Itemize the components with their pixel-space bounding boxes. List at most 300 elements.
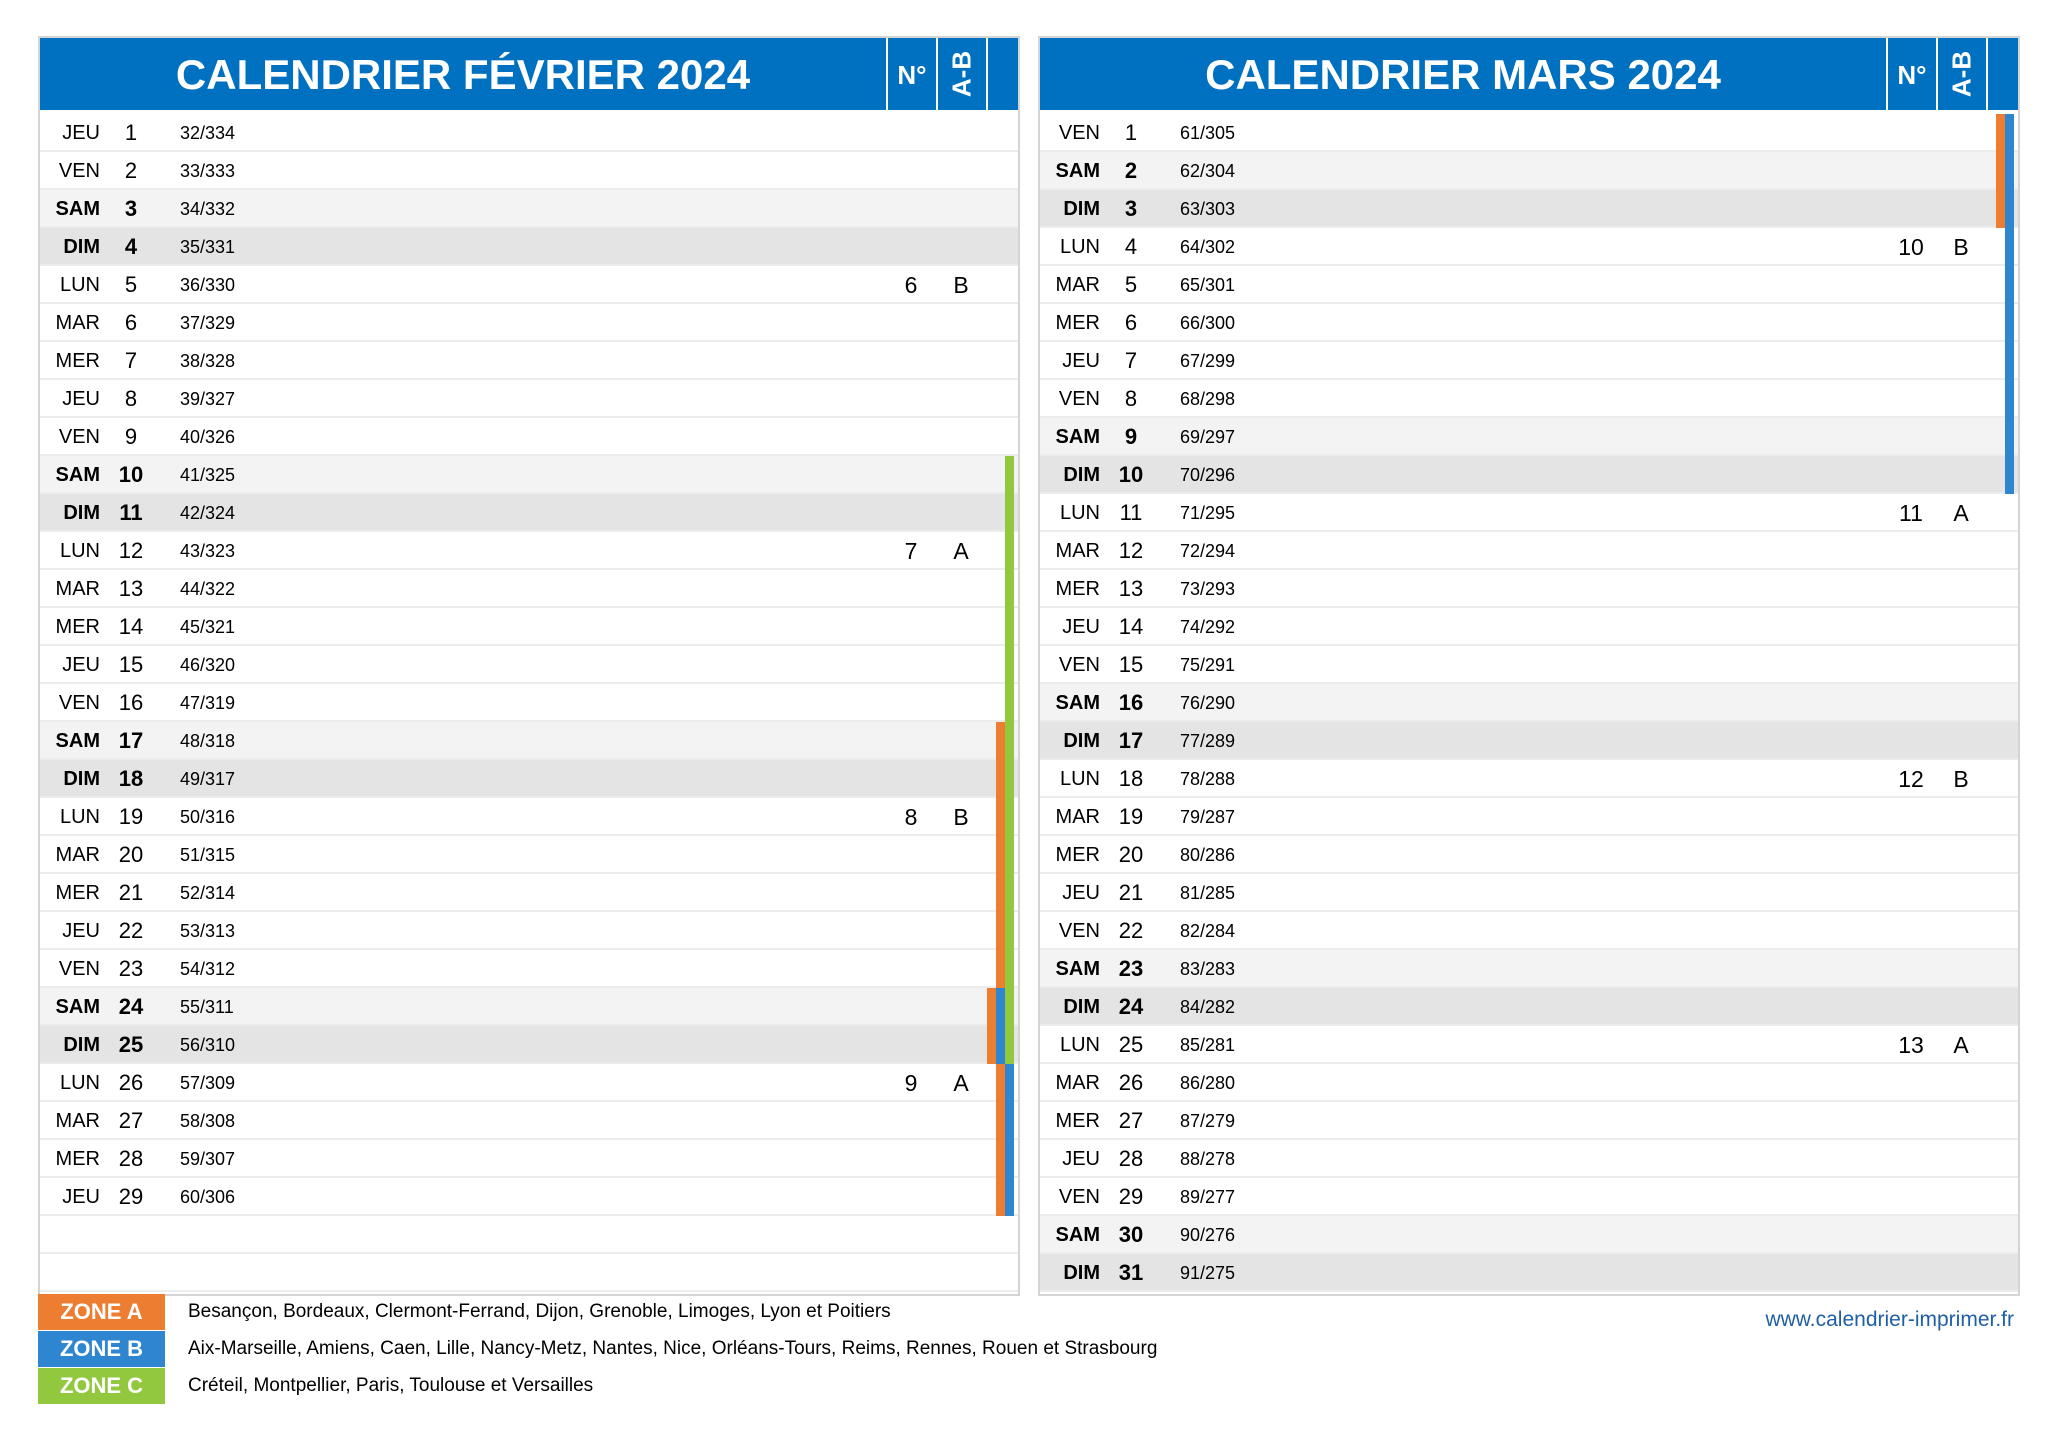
day-of-year: 41/325	[180, 465, 236, 485]
day-of-year: 62/304	[1180, 161, 1236, 181]
day-of-year: 83/283	[1180, 959, 1236, 979]
zone-b-holiday-bar	[996, 1026, 1005, 1064]
day-name: LUN	[1059, 236, 1100, 258]
week-ab-header	[936, 38, 986, 110]
day-number: 2	[1124, 158, 1138, 183]
day-number: 6	[124, 310, 138, 335]
day-row	[1040, 494, 2018, 532]
day-of-year: 87/279	[1180, 1111, 1236, 1131]
zone-a-cities: Besançon, Bordeaux, Clermont-Ferrand, Dijon, Grenoble, Limoges, Lyon et Poitiers	[188, 1301, 891, 1322]
week-number: 10	[1898, 234, 1924, 260]
day-of-year: 76/290	[1180, 693, 1236, 713]
day-name: JEU	[62, 388, 100, 410]
zone-b-holiday-bar	[2005, 418, 2014, 456]
day-number: 13	[1118, 576, 1144, 601]
day-row	[40, 152, 1018, 190]
zone-c-holiday-bar	[1005, 722, 1014, 760]
day-of-year: 53/313	[180, 921, 236, 941]
calendar-february	[38, 36, 1020, 1296]
day-name: DIM	[63, 236, 100, 258]
day-name: MER	[1055, 312, 1100, 334]
day-row	[1040, 988, 2018, 1026]
week-ab-header-label: A-B	[946, 50, 977, 98]
day-row	[1040, 760, 2018, 798]
day-of-year: 77/289	[1180, 731, 1236, 751]
day-name: JEU	[62, 122, 100, 144]
day-number: 7	[124, 348, 138, 373]
day-of-year: 75/291	[1180, 655, 1236, 675]
day-number: 22	[118, 918, 144, 943]
zone-c-holiday-bar	[1005, 608, 1014, 646]
day-number: 5	[124, 272, 138, 297]
day-number: 21	[1118, 880, 1144, 905]
zone-b-holiday-bar	[2005, 152, 2014, 190]
day-row	[40, 798, 1018, 836]
day-name: DIM	[1063, 1262, 1100, 1284]
week-ab: B	[953, 804, 969, 830]
day-of-year: 43/323	[180, 541, 236, 561]
day-row	[1040, 608, 2018, 646]
day-of-year: 84/282	[1180, 997, 1236, 1017]
zone-b-holiday-bar	[2005, 456, 2014, 494]
calendar-title: CALENDRIER MARS 2024	[1205, 51, 1721, 98]
day-of-year: 82/284	[1180, 921, 1236, 941]
day-of-year: 42/324	[180, 503, 236, 523]
day-row	[40, 1178, 1018, 1216]
day-row	[40, 380, 1018, 418]
day-number: 26	[1118, 1070, 1144, 1095]
day-name: MER	[55, 1148, 100, 1170]
day-name: MAR	[55, 312, 100, 334]
day-number: 31	[1118, 1260, 1144, 1285]
day-name: SAM	[1055, 160, 1100, 182]
zone-b-holiday-bar	[2005, 342, 2014, 380]
zone-a-holiday-bar	[1996, 190, 2005, 228]
day-number: 4	[1124, 234, 1138, 259]
calendar-header	[40, 38, 1018, 114]
day-number: 29	[118, 1184, 144, 1209]
zone-a-holiday-bar	[996, 1064, 1005, 1102]
day-number: 2	[124, 158, 138, 183]
day-number: 15	[1118, 652, 1144, 677]
day-row	[40, 912, 1018, 950]
zone-b-holiday-bar	[1005, 1064, 1014, 1102]
zone-a-holiday-bar	[996, 874, 1005, 912]
week-ab: A	[953, 538, 969, 564]
day-name: MAR	[55, 844, 100, 866]
zone-c-holiday-bar	[1005, 684, 1014, 722]
calendar-march	[1038, 36, 2020, 1296]
day-of-year: 38/328	[180, 351, 236, 371]
day-number: 12	[118, 538, 144, 563]
day-of-year: 55/311	[180, 997, 234, 1017]
day-row	[1040, 798, 2018, 836]
day-row	[1040, 152, 2018, 190]
day-of-year: 69/297	[1180, 427, 1236, 447]
zone-c-holiday-bar	[1005, 456, 1014, 494]
day-of-year: 64/302	[1180, 237, 1236, 257]
day-name: VEN	[1058, 920, 1100, 942]
day-number: 11	[1119, 500, 1143, 525]
day-name: VEN	[58, 426, 100, 448]
day-of-year: 91/275	[1180, 1263, 1236, 1283]
zone-c-holiday-bar	[1005, 836, 1014, 874]
day-row	[1040, 1064, 2018, 1102]
day-name: SAM	[55, 464, 100, 486]
week-ab: A	[1953, 1032, 1969, 1058]
day-number: 23	[1118, 956, 1144, 981]
day-of-year: 50/316	[180, 807, 236, 827]
day-of-year: 33/333	[180, 161, 236, 181]
day-name: VEN	[58, 160, 100, 182]
zone-b-holiday-bar	[1005, 1140, 1014, 1178]
day-number: 25	[118, 1032, 144, 1057]
day-of-year: 73/293	[1180, 579, 1236, 599]
day-name: MAR	[55, 1110, 100, 1132]
day-row	[40, 874, 1018, 912]
week-number: 8	[904, 804, 918, 830]
day-row	[1040, 874, 2018, 912]
day-number: 27	[1118, 1108, 1144, 1133]
zone-b-holiday-bar	[2005, 114, 2014, 152]
day-name: SAM	[1055, 426, 1100, 448]
day-number: 1	[1124, 120, 1138, 145]
day-name: MAR	[55, 578, 100, 600]
day-number: 20	[118, 842, 144, 867]
day-number: 30	[1118, 1222, 1144, 1247]
zone-c-holiday-bar	[1005, 532, 1014, 570]
day-name: LUN	[59, 1072, 100, 1094]
day-number: 8	[124, 386, 138, 411]
day-of-year: 86/280	[1180, 1073, 1236, 1093]
zone-c-holiday-bar	[1005, 646, 1014, 684]
week-ab: B	[1953, 234, 1969, 260]
day-of-year: 79/287	[1180, 807, 1236, 827]
day-row	[1040, 646, 2018, 684]
day-number: 8	[1124, 386, 1138, 411]
day-row	[1040, 684, 2018, 722]
day-of-year: 54/312	[180, 959, 236, 979]
day-number: 25	[1118, 1032, 1144, 1057]
week-ab: A	[953, 1070, 969, 1096]
zone-a-holiday-bar	[996, 798, 1005, 836]
website-link[interactable]: www.calendrier-imprimer.fr	[1765, 1308, 2014, 1331]
day-number: 20	[1118, 842, 1144, 867]
day-name: VEN	[1058, 122, 1100, 144]
day-name: SAM	[55, 198, 100, 220]
day-number: 17	[1118, 728, 1144, 753]
day-row	[1040, 836, 2018, 874]
week-ab: B	[1953, 766, 1969, 792]
week-number: 11	[1899, 500, 1923, 526]
day-row	[1040, 1102, 2018, 1140]
day-name: SAM	[1055, 1224, 1100, 1246]
zone-c-holiday-bar	[1005, 494, 1014, 532]
day-of-year: 35/331	[180, 237, 236, 257]
day-name: LUN	[59, 806, 100, 828]
day-rows	[1040, 114, 2018, 1292]
day-row	[40, 1140, 1018, 1178]
day-number: 4	[124, 234, 138, 259]
day-name: MAR	[1055, 274, 1100, 296]
day-name: VEN	[58, 958, 100, 980]
day-of-year: 88/278	[1180, 1149, 1236, 1169]
day-row	[40, 1216, 1018, 1254]
day-number: 26	[118, 1070, 144, 1095]
day-row	[1040, 456, 2018, 494]
day-row	[1040, 342, 2018, 380]
day-of-year: 65/301	[1180, 275, 1236, 295]
day-of-year: 59/307	[180, 1149, 236, 1169]
zone-b-holiday-bar	[1005, 1102, 1014, 1140]
day-number: 19	[1118, 804, 1144, 829]
zone-c-holiday-bar	[1005, 570, 1014, 608]
day-name: MAR	[1055, 1072, 1100, 1094]
day-row	[40, 722, 1018, 760]
day-number: 24	[1118, 994, 1144, 1019]
day-row	[40, 190, 1018, 228]
zone-b-holiday-bar	[1005, 1178, 1014, 1216]
day-of-year: 36/330	[180, 275, 236, 295]
zone-a-holiday-bar	[996, 1178, 1005, 1216]
zone-c-badge: ZONE C	[38, 1368, 165, 1404]
day-number: 27	[118, 1108, 144, 1133]
day-number: 1	[124, 120, 138, 145]
day-row	[1040, 1178, 2018, 1216]
day-of-year: 52/314	[180, 883, 236, 903]
day-row	[1040, 190, 2018, 228]
day-name: LUN	[1059, 502, 1100, 524]
day-row	[40, 646, 1018, 684]
day-row	[40, 950, 1018, 988]
day-row	[40, 1254, 1018, 1292]
day-of-year: 51/315	[180, 845, 236, 865]
day-row	[1040, 418, 2018, 456]
zone-c-holiday-bar	[1005, 988, 1014, 1026]
day-of-year: 68/298	[1180, 389, 1236, 409]
week-ab-header	[1936, 38, 1986, 110]
day-name: DIM	[1063, 198, 1100, 220]
day-row	[40, 228, 1018, 266]
day-number: 28	[118, 1146, 144, 1171]
day-name: JEU	[62, 920, 100, 942]
zone-a-holiday-bar	[987, 1026, 996, 1064]
zone-c-holiday-bar	[1005, 760, 1014, 798]
day-row	[1040, 380, 2018, 418]
day-number: 18	[1118, 766, 1144, 791]
zone-a-holiday-bar	[987, 988, 996, 1026]
day-row	[40, 342, 1018, 380]
day-of-year: 72/294	[1180, 541, 1236, 561]
day-name: MAR	[1055, 540, 1100, 562]
day-row	[1040, 722, 2018, 760]
day-row	[40, 532, 1018, 570]
day-of-year: 57/309	[180, 1073, 236, 1093]
day-of-year: 85/281	[1180, 1035, 1236, 1055]
day-name: MER	[1055, 578, 1100, 600]
day-number: 24	[118, 994, 144, 1019]
day-of-year: 45/321	[180, 617, 236, 637]
day-of-year: 80/286	[1180, 845, 1236, 865]
day-row	[1040, 304, 2018, 342]
zone-c-holiday-bar	[1005, 798, 1014, 836]
day-of-year: 71/295	[1180, 503, 1236, 523]
day-of-year: 34/332	[180, 199, 236, 219]
day-name: SAM	[55, 730, 100, 752]
week-number-header: N°	[886, 38, 936, 110]
day-number: 11	[119, 500, 143, 525]
day-of-year: 58/308	[180, 1111, 236, 1131]
day-of-year: 44/322	[180, 579, 236, 599]
zone-a-holiday-bar	[996, 760, 1005, 798]
zone-b-holiday-bar	[996, 988, 1005, 1026]
zone-b-holiday-bar	[2005, 228, 2014, 266]
day-number: 18	[118, 766, 144, 791]
zone-a-holiday-bar	[996, 950, 1005, 988]
day-of-year: 48/318	[180, 731, 236, 751]
day-name: SAM	[1055, 958, 1100, 980]
day-of-year: 32/334	[180, 123, 236, 143]
day-row	[40, 760, 1018, 798]
day-row	[40, 1102, 1018, 1140]
day-row	[40, 114, 1018, 152]
day-name: VEN	[1058, 1186, 1100, 1208]
zone-c-holiday-bar	[1005, 950, 1014, 988]
day-number: 13	[118, 576, 144, 601]
day-row	[40, 1064, 1018, 1102]
week-number: 7	[904, 538, 918, 564]
day-name: MER	[55, 350, 100, 372]
zone-b-holiday-bar	[2005, 266, 2014, 304]
day-of-year: 90/276	[1180, 1225, 1236, 1245]
day-row	[40, 1026, 1018, 1064]
day-row	[1040, 114, 2018, 152]
zone-c-holiday-bar	[1005, 874, 1014, 912]
day-of-year: 39/327	[180, 389, 236, 409]
day-of-year: 40/326	[180, 427, 236, 447]
day-name: DIM	[63, 1034, 100, 1056]
day-name: LUN	[59, 274, 100, 296]
zone-b-holiday-bar	[2005, 190, 2014, 228]
day-number: 10	[1118, 462, 1144, 487]
day-number: 3	[124, 196, 138, 221]
week-ab: A	[1953, 500, 1969, 526]
day-row	[40, 418, 1018, 456]
week-ab-header-label: A-B	[1946, 50, 1977, 98]
day-of-year: 67/299	[1180, 351, 1236, 371]
day-row	[1040, 1140, 2018, 1178]
day-name: VEN	[58, 692, 100, 714]
day-number: 9	[1124, 424, 1138, 449]
day-number: 15	[118, 652, 144, 677]
zone-c-holiday-bar	[1005, 912, 1014, 950]
day-of-year: 63/303	[1180, 199, 1236, 219]
day-number: 14	[118, 614, 144, 639]
day-number: 6	[1124, 310, 1138, 335]
zone-a-holiday-bar	[996, 1140, 1005, 1178]
day-name: DIM	[63, 768, 100, 790]
zone-a-holiday-bar	[996, 1102, 1005, 1140]
week-number: 9	[904, 1070, 918, 1096]
day-name: MAR	[1055, 806, 1100, 828]
day-name: DIM	[1063, 996, 1100, 1018]
day-number: 10	[118, 462, 144, 487]
day-number: 7	[1124, 348, 1138, 373]
day-name: LUN	[1059, 768, 1100, 790]
day-of-year: 70/296	[1180, 465, 1236, 485]
day-name: LUN	[1059, 1034, 1100, 1056]
day-of-year: 89/277	[1180, 1187, 1236, 1207]
calendar-title: CALENDRIER FÉVRIER 2024	[175, 51, 751, 98]
zone-a-holiday-bar	[996, 836, 1005, 874]
day-of-year: 47/319	[180, 693, 236, 713]
day-name: JEU	[1062, 1148, 1100, 1170]
day-row	[40, 304, 1018, 342]
day-number: 17	[118, 728, 144, 753]
zone-column-header	[986, 38, 1018, 110]
zone-a-holiday-bar	[1996, 114, 2005, 152]
day-name: DIM	[1063, 464, 1100, 486]
day-number: 16	[1118, 690, 1144, 715]
day-of-year: 46/320	[180, 655, 236, 675]
day-of-year: 37/329	[180, 313, 236, 333]
day-name: MER	[55, 616, 100, 638]
day-name: MER	[1055, 844, 1100, 866]
day-name: MER	[1055, 1110, 1100, 1132]
day-number: 9	[124, 424, 138, 449]
day-row	[40, 684, 1018, 722]
day-number: 16	[118, 690, 144, 715]
day-row	[1040, 950, 2018, 988]
zone-a-holiday-bar	[996, 722, 1005, 760]
day-name: JEU	[62, 654, 100, 676]
zone-a-badge: ZONE A	[38, 1294, 165, 1330]
day-row	[1040, 1216, 2018, 1254]
day-name: DIM	[1063, 730, 1100, 752]
day-row	[40, 266, 1018, 304]
zone-b-badge: ZONE B	[38, 1331, 165, 1367]
day-name: JEU	[62, 1186, 100, 1208]
zone-c-cities: Créteil, Montpellier, Paris, Toulouse et Versailles	[188, 1375, 594, 1396]
day-name: JEU	[1062, 350, 1100, 372]
day-row	[40, 570, 1018, 608]
day-name: JEU	[1062, 882, 1100, 904]
zone-a-holiday-bar	[996, 912, 1005, 950]
calendar-header	[1040, 38, 2018, 114]
day-of-year: 81/285	[1180, 883, 1236, 903]
day-number: 3	[1124, 196, 1138, 221]
day-name: DIM	[63, 502, 100, 524]
day-row	[1040, 532, 2018, 570]
week-number: 12	[1898, 766, 1924, 792]
day-row	[1040, 228, 2018, 266]
day-number: 12	[1118, 538, 1144, 563]
day-number: 14	[1118, 614, 1144, 639]
day-row	[1040, 1026, 2018, 1064]
day-of-year: 78/288	[1180, 769, 1236, 789]
day-of-year: 56/310	[180, 1035, 236, 1055]
day-of-year: 61/305	[1180, 123, 1236, 143]
day-row	[1040, 266, 2018, 304]
day-row	[40, 988, 1018, 1026]
day-of-year: 60/306	[180, 1187, 236, 1207]
day-row	[1040, 912, 2018, 950]
week-number: 6	[904, 272, 918, 298]
week-ab: B	[953, 272, 969, 298]
zone-b-holiday-bar	[2005, 380, 2014, 418]
day-number: 29	[1118, 1184, 1144, 1209]
day-row	[1040, 570, 2018, 608]
